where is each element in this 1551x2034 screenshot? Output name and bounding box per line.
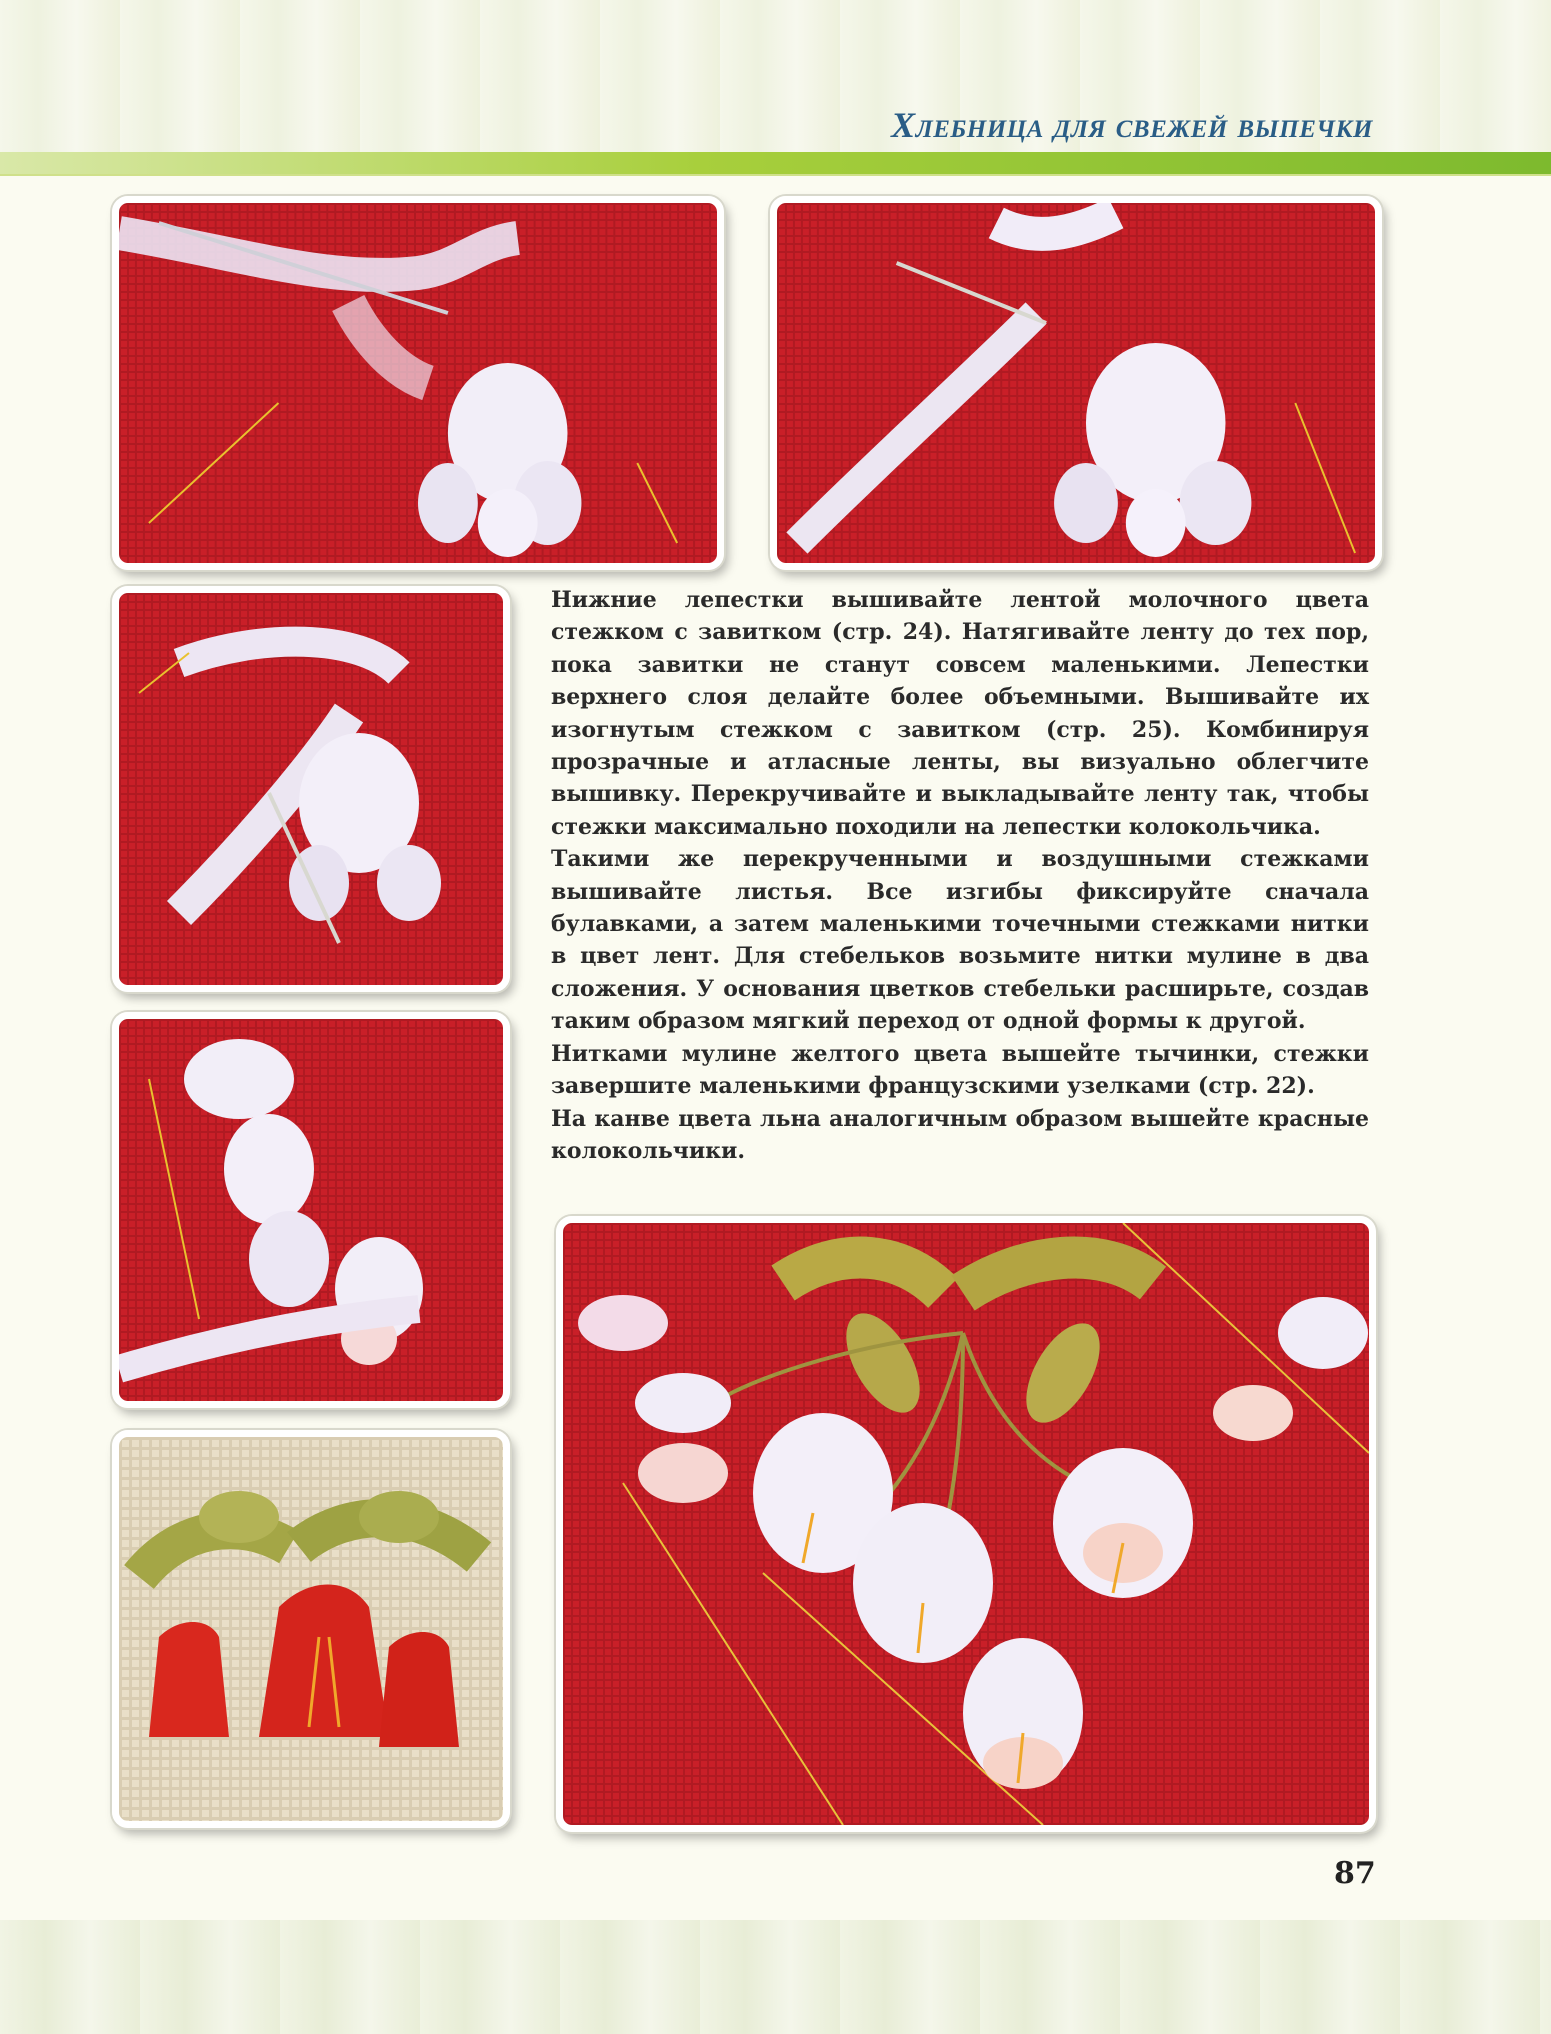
photo-step-2 bbox=[770, 196, 1382, 570]
paragraph-red-bells: На канве цвета льна аналогичным образом вышейте красные колокольчики. bbox=[551, 1105, 1369, 1164]
photo-red-bells-linen bbox=[112, 1430, 510, 1828]
instruction-text bbox=[551, 584, 1369, 1167]
header-green-bar bbox=[0, 152, 1551, 174]
photo-step-1 bbox=[112, 196, 724, 570]
photo-step-3 bbox=[112, 586, 510, 992]
paragraph-petals: Нижние лепестки вышивайте лентой молочного цвета стежком с завитком (стр. 24). Натягивайте ленту до тех пор, пока завитки не станут совсем маленькими. Лепестки верхнего слоя делайте более объемными. Вышивайте их изогнутым стежком с завитком (стр. 25). Комбинируя прозрачные и атласные ленты, вы визуально облегчите вышивку. Перекручивайте и выкладывайте ленту так, чтобы стежки максимально походили на лепестки колокольчика. bbox=[551, 587, 1369, 840]
photo-step-4 bbox=[112, 1012, 510, 1408]
chapter-title: Хлебница для свежей выпечки bbox=[891, 105, 1373, 145]
paragraph-leaves: Такими же перекрученными и воздушными стежками вышивайте листья. Все изгибы фиксируйте сначала булавками, а затем маленькими точечными стежками нитки в цвет лент. Для стебельков возьмите нитки мулине в два сложения. У основания цветков стебельки расширьте, создав таким образом мягкий переход от одной формы к другой. bbox=[551, 846, 1369, 1035]
header-divider bbox=[0, 174, 1551, 176]
photo-final-embroidery bbox=[556, 1216, 1376, 1832]
footer-background bbox=[0, 1920, 1551, 2034]
paragraph-stamens: Нитками мулине желтого цвета вышейте тычинки, стежки завершите маленькими французскими узелками (стр. 22). bbox=[551, 1040, 1369, 1100]
page-number: 87 bbox=[1334, 1856, 1376, 1891]
